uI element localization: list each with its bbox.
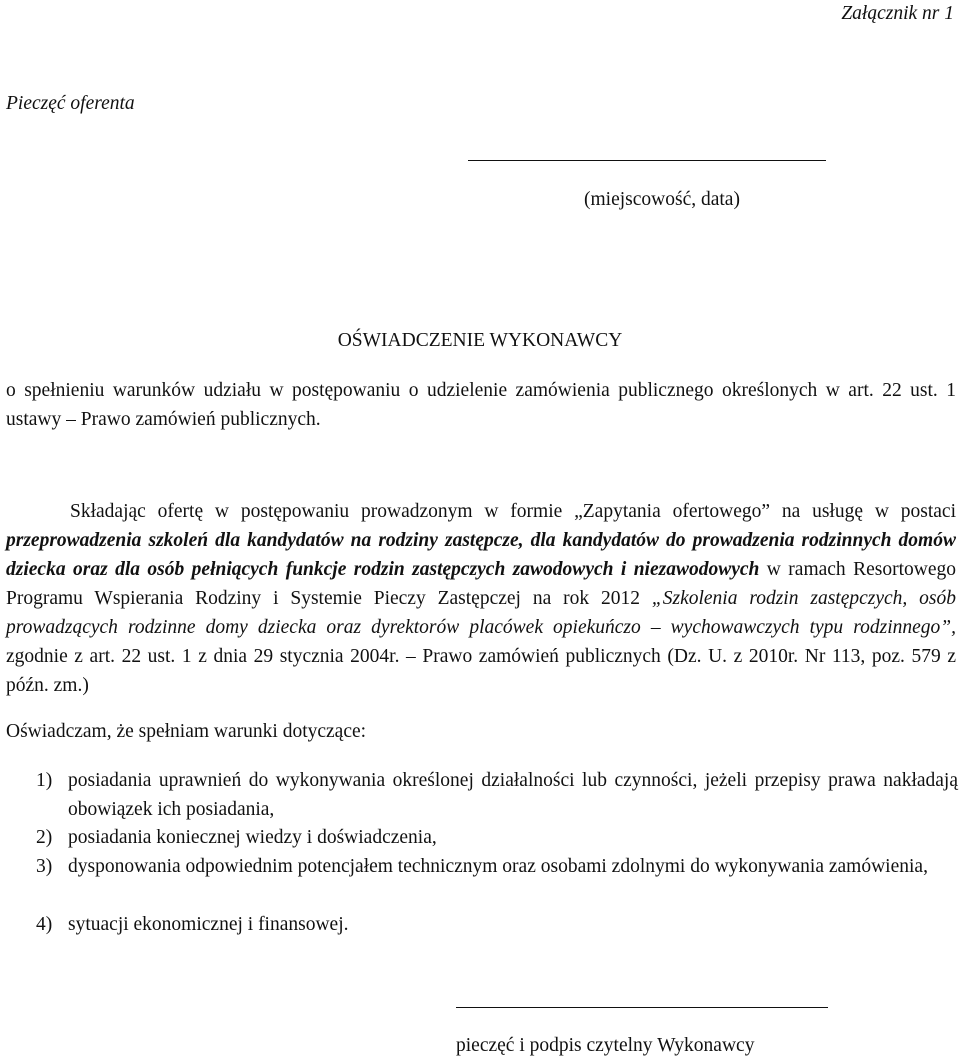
bidder-stamp-label: Pieczęć oferenta [6,93,135,114]
document-title: OŚWIADCZENIE WYKONAWCY [337,330,623,351]
list-item-text: posiadania uprawnień do wykonywania określonej działalności lub czynności, jeżeli przepisy prawa nakładają obowiązek ich posiadania, [68,770,958,820]
list-item-text: dysponowania odpowiednim potencjałem technicznym oraz osobami zdolnymi do wykonywania zamówienia, [68,856,928,877]
offer-text-a: Składając ofertę w postępowaniu prowadzonym w formie „Zapytania ofertowego” na usługę w postaci [70,501,956,522]
list-item-number: 2) [36,827,53,848]
offer-text-e: zgodnie z art. 22 ust. 1 z dnia 29 stycznia 2004r. – Prawo zamówień publicznych (Dz. U. z 2010r. Nr 113, poz. 579 z późn. zm.) [6,646,956,696]
list-item [36,910,958,939]
place-date-label: (miejscowość, data) [584,189,740,210]
annex-label: Załącznik nr 1 [841,3,954,24]
list-item [36,766,958,824]
list-item [36,852,958,881]
list-item-text: posiadania koniecznej wiedzy i doświadczenia, [68,827,437,848]
declaration-text: Oświadczam, że spełniam warunki dotyczące: [6,721,367,742]
signature-line [456,1007,828,1008]
signature-label: pieczęć i podpis czytelny Wykonawcy [456,1035,755,1056]
list-item-number: 1) [36,770,53,791]
offer-paragraph [6,497,956,700]
list-item-number: 4) [36,914,53,935]
list-item [36,823,958,852]
list-item-text: sytuacji ekonomicznej i finansowej. [68,914,349,935]
offer-text-c: w ramach Resortowego Programu Wspierania Rodziny i Systemie Pieczy Zastępczej na rok 2012 [6,559,956,609]
document-subtitle: o spełnieniu warunków udziału w postępowaniu o udzielenie zamówienia publicznego określonych w art. 22 ust. 1 ustawy – Prawo zamówień publicznych. [6,380,956,430]
offer-service-name: przeprowadzenia szkoleń dla kandydatów na rodziny zastępcze, dla kandydatów do prowadzenia rodzinnych domów dziecka oraz dla osób pełniących funkcje rodzin zastępczych zawodowych i niezawodowych [6,530,956,580]
offer-program-name: „Szkolenia rodzin zastępczych, osób prowadzących rodzinne domy dziecka oraz dyrektorów placówek opiekuńczo – wychowawczych typu rodzinnego”, [6,588,957,638]
list-item-number: 3) [36,856,53,877]
place-date-line [468,160,826,161]
